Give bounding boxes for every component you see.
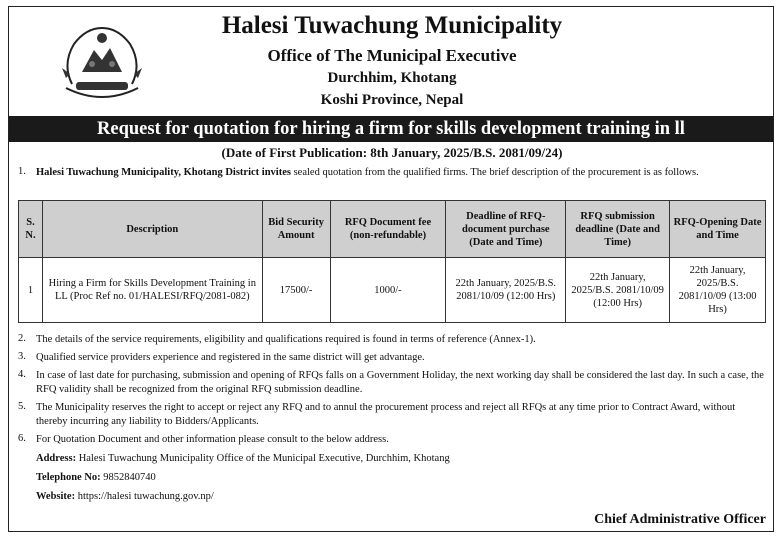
intro-bold: Halesi Tuwachung Municipality, Khotang District invites xyxy=(36,167,291,178)
phone-label: Telephone No: xyxy=(36,472,101,483)
item-5-text: The Municipality reserves the right to accept or reject any RFQ and to annul the procurement process and reject all RFQs at any time prior to Contract Award, without thereby incurring any liability to Bidders/Applicants. xyxy=(36,402,736,427)
item-2-text: The details of the service requirements, eligibility and qualifications required is found in terms of reference (Annex-1). xyxy=(36,334,536,345)
office-name: Office of The Municipal Executive xyxy=(267,46,517,65)
intro-text: sealed quotation from the qualified firms. The brief description of the procurement is as follows. xyxy=(290,167,699,178)
phone-value: 9852840740 xyxy=(100,472,156,483)
publication-date: (Date of First Publication: 8th January, 2025/B.S. 2081/09/24) xyxy=(221,145,563,160)
contact-phone xyxy=(36,471,766,485)
header-submission-deadline: RFQ submission deadline (Date and Time) xyxy=(566,201,670,258)
header-opening: RFQ-Opening Date and Time xyxy=(670,201,766,258)
municipality-title: Halesi Tuwachung Municipality xyxy=(221,12,563,39)
cell-doc-fee: 1000/- xyxy=(330,258,446,323)
contact-website xyxy=(36,490,766,504)
office-place: Durchhim, Khotang xyxy=(327,70,457,86)
signature-title: Chief Administrative Officer xyxy=(594,512,766,527)
address-value: Halesi Tuwachung Municipality Office of the Municipal Executive, Durchhim, Khotang xyxy=(76,453,450,464)
cell-description: Hiring a Firm for Skills Development Training in LL (Proc Ref no. 01/HALESI/RFQ/2081-082) xyxy=(42,258,262,323)
cell-purchase-deadline: 22th January, 2025/B.S. 2081/10/09 (12:00 Hrs) xyxy=(446,258,566,323)
item-number: 6. xyxy=(18,433,26,444)
website-link[interactable]: https://halesi tuwachung.gov.np/ xyxy=(75,491,214,502)
item-number: 2. xyxy=(18,333,26,344)
header-doc-fee: RFQ Document fee (non-refundable) xyxy=(330,201,446,258)
website-label: Website: xyxy=(36,491,76,502)
office-province: Koshi Province, Nepal xyxy=(320,92,464,108)
cell-opening: 22th January, 2025/B.S. 2081/10/09 (13:00 Hrs) xyxy=(670,258,766,323)
cell-submission-deadline: 22th January, 2025/B.S. 2081/10/09 (12:00 Hrs) xyxy=(566,258,670,323)
item-number: 4. xyxy=(18,369,26,380)
item-3-text: Qualified service providers experience and registered in the same district will get advantage. xyxy=(36,352,425,363)
header-sn: S. N. xyxy=(19,201,43,258)
item-number: 1. xyxy=(18,166,26,177)
header-bid-security: Bid Security Amount xyxy=(262,201,330,258)
item-6-text: For Quotation Document and other information please consult to the below address. xyxy=(36,434,389,445)
header-description: Description xyxy=(42,201,262,258)
rfq-banner: Request for quotation for hiring a firm for skills development training in ll xyxy=(9,116,773,142)
table-row xyxy=(19,258,766,323)
cell-bid-security: 17500/- xyxy=(262,258,330,323)
header-purchase-deadline: Deadline of RFQ-document purchase (Date and Time) xyxy=(446,201,566,258)
contact-address xyxy=(36,452,766,466)
item-4-text: In case of last date for purchasing, submission and opening of RFQs falls on a Government Holiday, the next working day shall be considered the last day. In such a case, the RFQ validity shall be recognized from the original RFQ submission deadline. xyxy=(36,370,764,395)
rfq-table xyxy=(18,200,766,323)
item-number: 5. xyxy=(18,401,26,412)
table-header-row xyxy=(19,201,766,258)
address-label: Address: xyxy=(36,453,77,464)
intro-paragraph xyxy=(36,166,766,180)
item-number: 3. xyxy=(18,351,26,362)
cell-sn: 1 xyxy=(19,258,43,323)
